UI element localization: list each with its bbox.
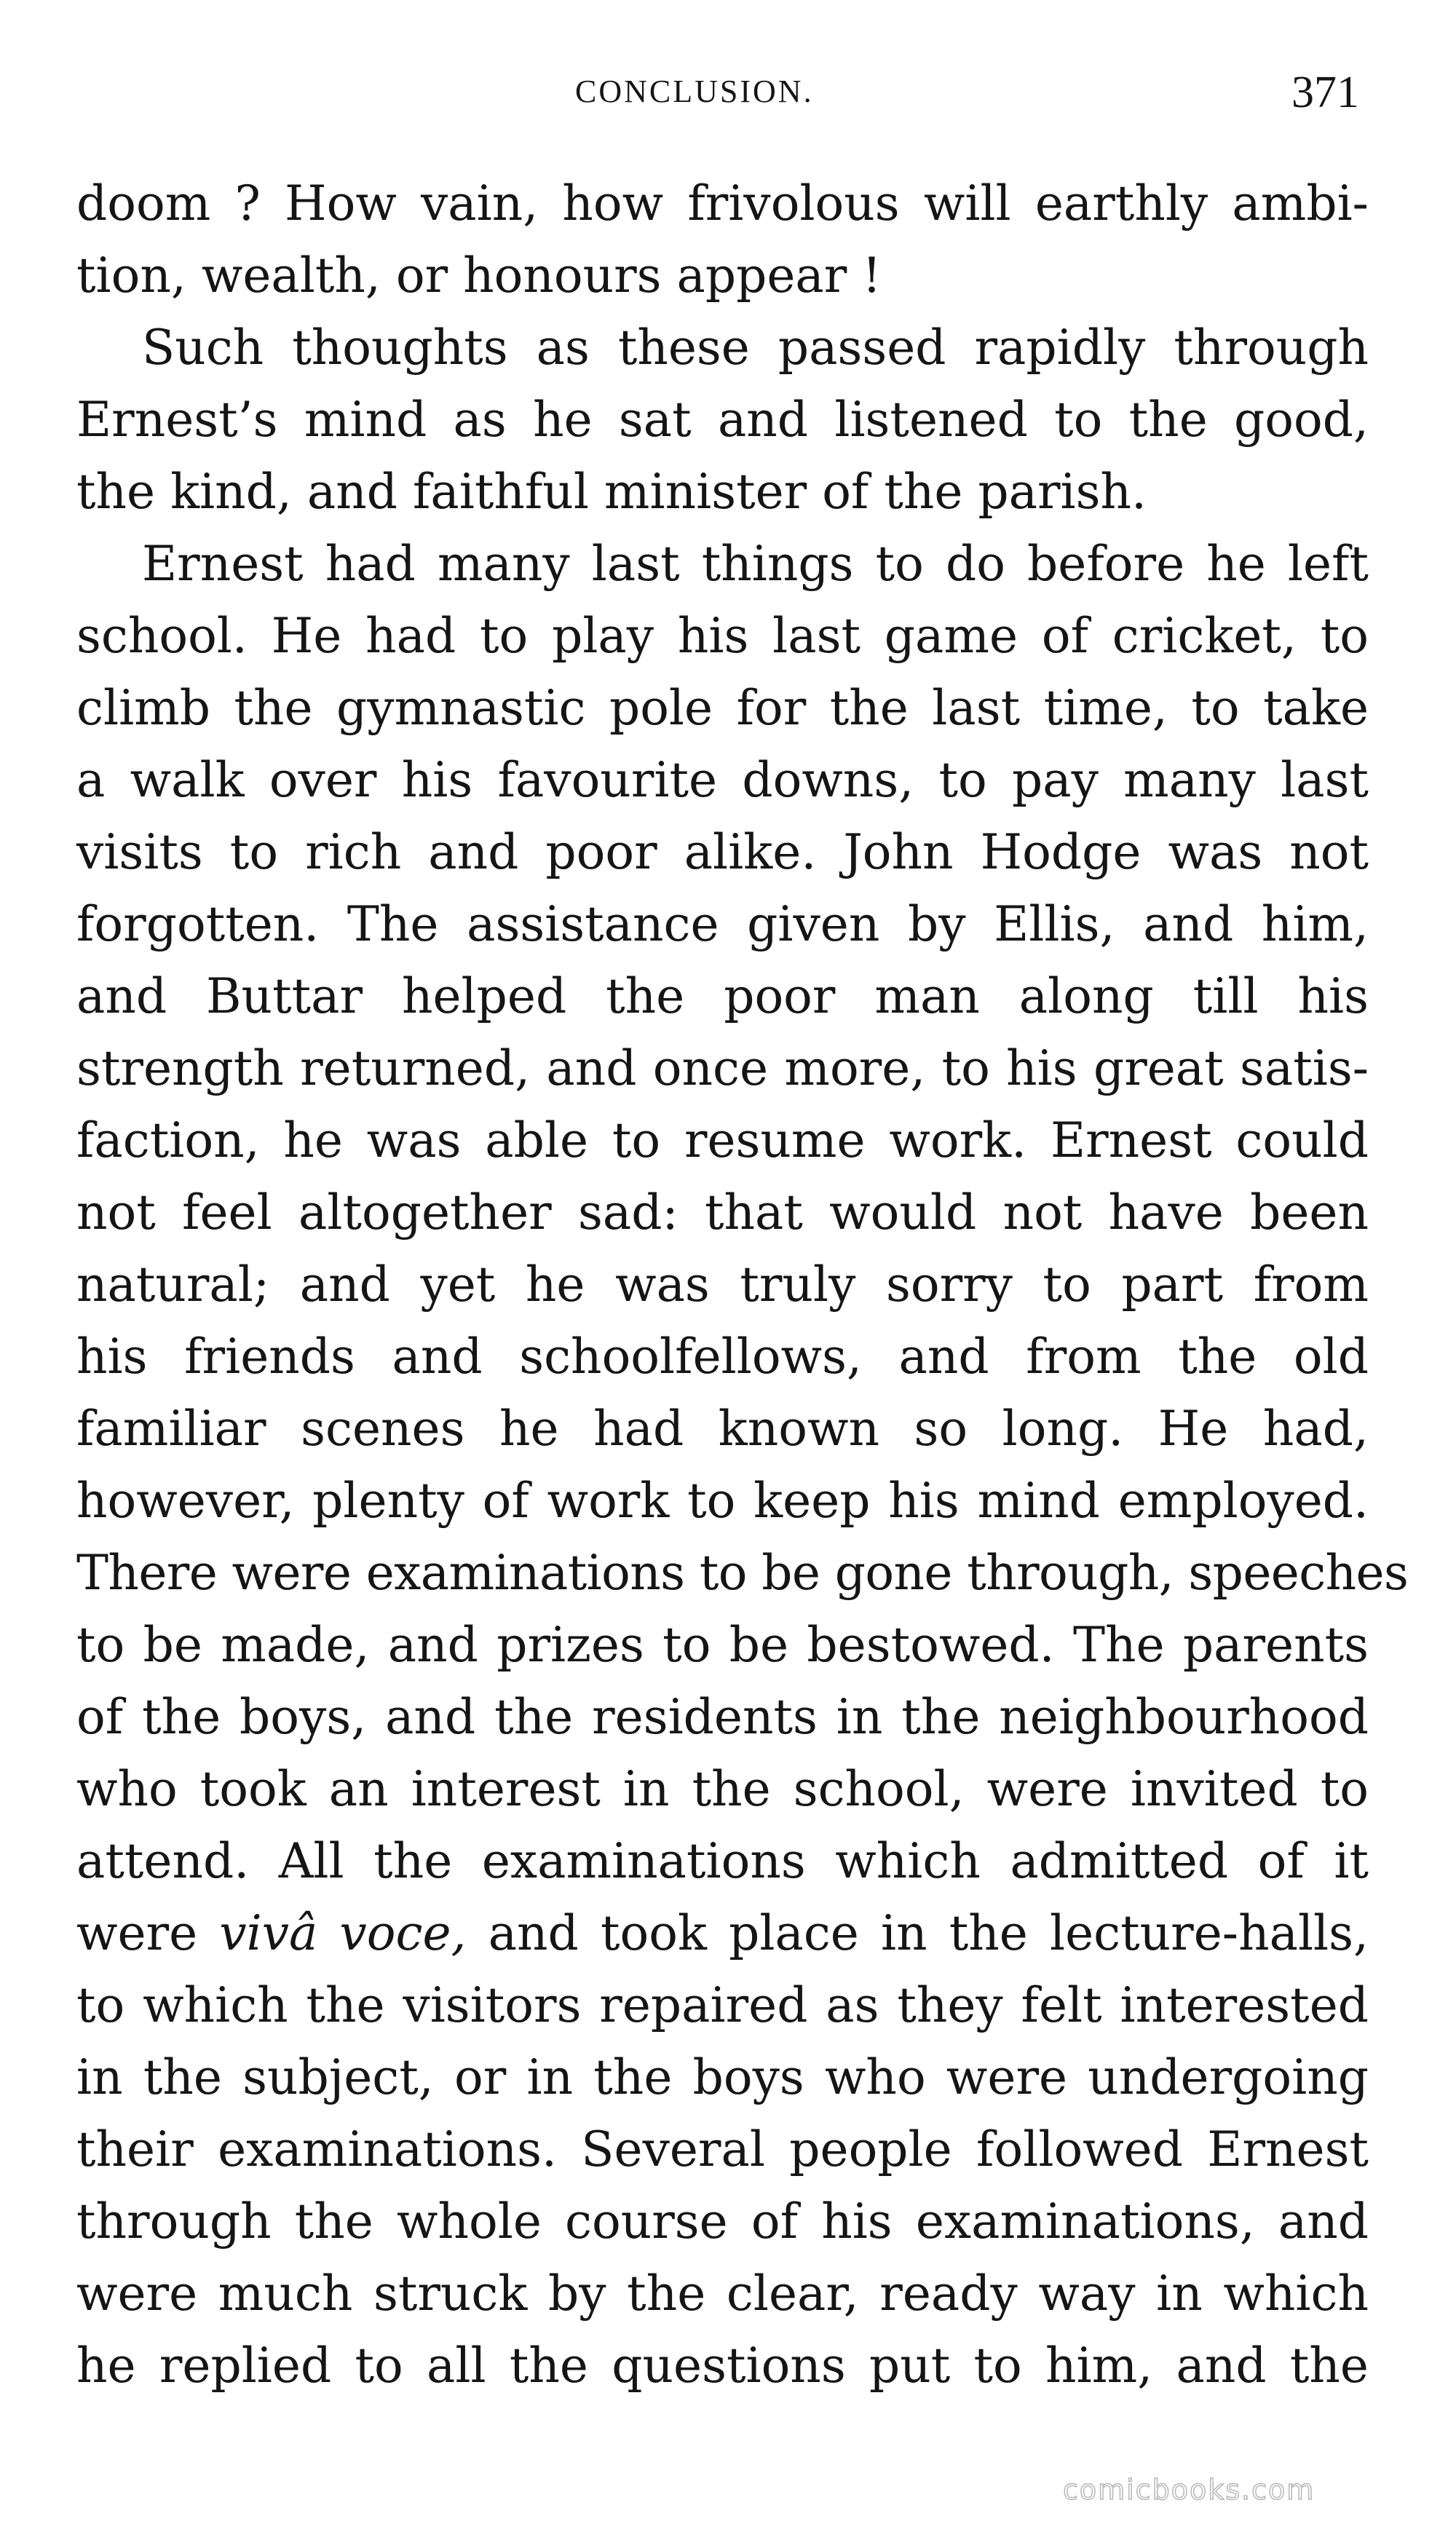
text-line: in the subject, or in the boys who were undergoing (76, 2049, 1369, 2105)
text-line: who took an interest in the school, were invited to (76, 1761, 1369, 1817)
text-line: attend. All the examinations which admitted of it (76, 1833, 1369, 1889)
text-line: however, plenty of work to keep his mind employed. (76, 1473, 1369, 1529)
text-line: to which the visitors repaired as they felt interested (76, 1977, 1369, 2033)
text-line: visits to rich and poor alike. John Hodge was not (76, 824, 1369, 880)
text-line: natural; and yet he was truly sorry to part from (76, 1257, 1369, 1313)
text-line: and Buttar helped the poor man along till his (76, 968, 1369, 1024)
text-line: to be made, and prizes to be bestowed. The parents (76, 1617, 1369, 1673)
watermark: comicbooks.com (1063, 2474, 1315, 2506)
text-line: of the boys, and the residents in the neighbourhood (76, 1689, 1369, 1745)
text-line: strength returned, and once more, to his great satis- (76, 1040, 1369, 1096)
running-head (0, 64, 1456, 130)
text-line: faction, he was able to resume work. Ernest could (76, 1112, 1369, 1168)
text-line: his friends and schoolfellows, and from the old (76, 1329, 1369, 1385)
text-run: and took place in the lecture-halls, (466, 1905, 1369, 1961)
text-line: not feel altogether sad: that would not have been (76, 1184, 1369, 1241)
text-line: Ernest had many last things to do before he left (142, 536, 1369, 592)
text-line: doom ? How vain, how frivolous will earthly ambi- (76, 175, 1369, 232)
running-title: CONCLUSION. (575, 74, 814, 109)
page-number: 371 (1291, 68, 1359, 117)
body-text (76, 167, 1409, 2402)
text-run: were (76, 1905, 220, 1961)
text-line: climb the gymnastic pole for the last time, to take (76, 680, 1369, 736)
text-line: familiar scenes he had known so long. He had, (76, 1401, 1369, 1457)
text-line: school. He had to play his last game of cricket, to (76, 608, 1369, 664)
text-line: he replied to all the questions put to him, and the (76, 2338, 1369, 2394)
text-line: the kind, and faithful minister of the parish. (76, 464, 1147, 520)
text-line: tion, wealth, or honours appear ! (76, 248, 882, 304)
text-line (76, 1897, 1369, 1969)
text-line: through the whole course of his examinations, and (76, 2193, 1369, 2250)
text-line: There were examinations to be gone through, speeches (76, 1545, 1409, 1601)
text-line: a walk over his favourite downs, to pay many last (76, 752, 1369, 808)
text-line: Ernest’s mind as he sat and listened to the good, (76, 392, 1369, 448)
text-line: forgotten. The assistance given by Ellis, and him, (76, 896, 1369, 952)
italic-phrase: vivâ voce, (219, 1905, 467, 1961)
text-line: Such thoughts as these passed rapidly through (142, 320, 1369, 376)
text-line: their examinations. Several people followed Ernest (76, 2121, 1369, 2177)
text-line: were much struck by the clear, ready way in which (76, 2266, 1369, 2322)
